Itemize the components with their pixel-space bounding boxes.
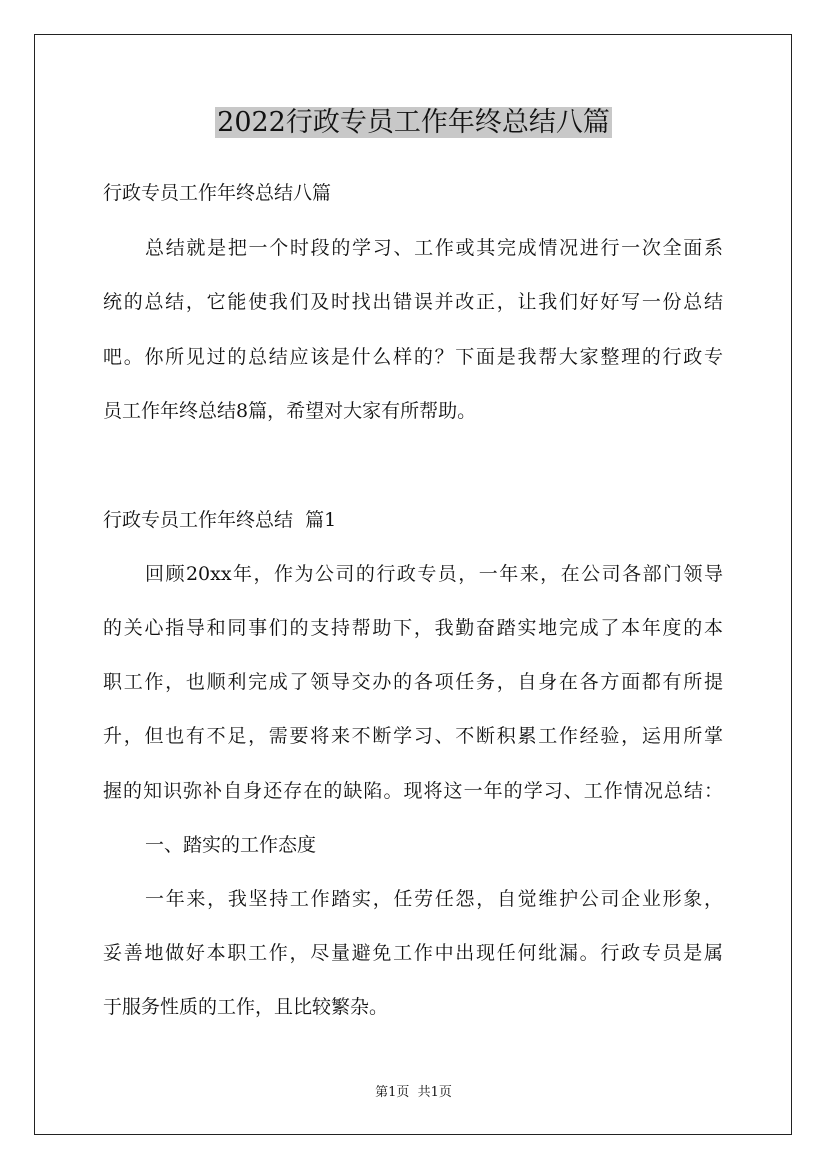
document-title xyxy=(0,103,827,143)
intro-line: 吧。你所见过的总结应该是什么样的？下面是我帮大家整理的行政专 xyxy=(103,346,723,368)
subheading: 一、踏实的工作态度 xyxy=(145,834,317,856)
paragraph-line: 妥善地做好本职工作，尽量避免工作中出现任何纰漏。行政专员是属 xyxy=(103,942,723,964)
document-title-text: 2022行政专员工作年终总结八篇 xyxy=(217,107,610,138)
paragraph-line: 的关心指导和同事们的支持帮助下，我勤奋踏实地完成了本年度的本 xyxy=(103,617,723,639)
paragraph-line: 一年来，我坚持工作踏实，任劳任怨，自觉维护公司企业形象， xyxy=(145,888,723,910)
page-number-label: 第1页 共1页 xyxy=(375,1085,452,1100)
page-footer xyxy=(0,1084,827,1102)
paragraph-line: 握的知识弥补自身还存在的缺陷。现将这一年的学习、工作情况总结： xyxy=(103,780,723,802)
section-heading: 行政专员工作年终总结 篇1 xyxy=(103,509,337,531)
intro-line: 总结就是把一个时段的学习、工作或其完成情况进行一次全面系 xyxy=(145,237,723,259)
intro-line: 员工作年终总结8篇，希望对大家有所帮助。 xyxy=(103,400,477,422)
document-subtitle: 行政专员工作年终总结八篇 xyxy=(103,182,332,204)
paragraph-line: 升，但也有不足，需要将来不断学习、不断积累工作经验，运用所掌 xyxy=(103,725,723,747)
intro-line: 统的总结，它能使我们及时找出错误并改正，让我们好好写一份总结 xyxy=(103,291,723,313)
paragraph-line: 于服务性质的工作，且比较繁杂。 xyxy=(103,996,389,1018)
paragraph-line: 职工作，也顺利完成了领导交办的各项任务，自身在各方面都有所提 xyxy=(103,671,723,693)
paragraph-line: 回顾20xx年，作为公司的行政专员，一年来，在公司各部门领导 xyxy=(145,563,723,585)
